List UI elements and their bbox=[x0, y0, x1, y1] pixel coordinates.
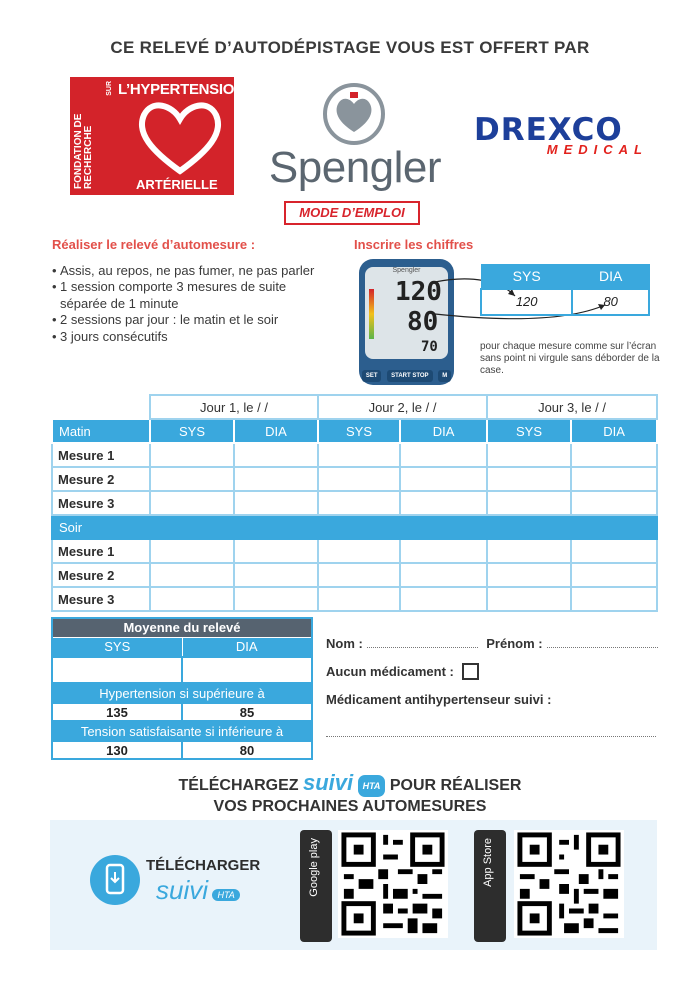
mode-emploi-badge: MODE D’EMPLOI bbox=[284, 201, 420, 225]
sys-header: SYS bbox=[487, 419, 571, 443]
table-row bbox=[52, 491, 657, 515]
entry-cell[interactable] bbox=[487, 587, 571, 611]
soir-label: Soir bbox=[52, 515, 657, 539]
dia-header: DIA bbox=[400, 419, 487, 443]
entry-cell[interactable] bbox=[318, 491, 400, 515]
table-row bbox=[52, 443, 657, 467]
entry-cell[interactable] bbox=[400, 539, 487, 563]
entry-cell[interactable] bbox=[400, 491, 487, 515]
suivi-logo: suivi bbox=[302, 770, 354, 795]
example-sys-value: 120 bbox=[481, 289, 572, 315]
medicament-label: Médicament antihypertenseur suivi : bbox=[326, 692, 552, 707]
example-sys-header: SYS bbox=[481, 265, 572, 289]
entry-cell[interactable] bbox=[487, 539, 571, 563]
hta-badge: HTA bbox=[358, 775, 386, 797]
entry-cell[interactable] bbox=[318, 443, 400, 467]
download-line1a: TÉLÉCHARGEZ bbox=[178, 777, 299, 794]
app-store-qr-icon bbox=[514, 830, 624, 938]
telecharger-label: TÉLÉCHARGER bbox=[146, 857, 261, 874]
medicament-field[interactable] bbox=[326, 725, 656, 737]
monitor-buttons bbox=[359, 370, 454, 382]
entry-cell[interactable] bbox=[571, 443, 657, 467]
spengler-heart-icon bbox=[322, 82, 386, 146]
suivi-logo: suivi bbox=[156, 875, 209, 905]
ok-sys: 130 bbox=[52, 741, 182, 759]
entry-cell[interactable] bbox=[571, 467, 657, 491]
prenom-label: Prénom : bbox=[486, 636, 543, 651]
entry-cell[interactable] bbox=[571, 587, 657, 611]
frhta-logo-top: L’HYPERTENSION bbox=[118, 81, 245, 98]
nom-field[interactable] bbox=[367, 636, 478, 648]
phone-download-icon bbox=[90, 855, 140, 905]
download-banner bbox=[0, 770, 700, 817]
entry-cell[interactable] bbox=[234, 467, 318, 491]
example-note: pour chaque mesure comme sur l’écran sans point ni virgule sans déborder de la case. bbox=[480, 341, 660, 376]
list-item: • 2 sessions par jour : le matin et le soir bbox=[52, 312, 322, 328]
entry-cell[interactable] bbox=[400, 587, 487, 611]
instructions-list bbox=[52, 263, 322, 345]
moyenne-sys-input[interactable] bbox=[52, 657, 182, 683]
table-row bbox=[52, 587, 657, 611]
entry-cell[interactable] bbox=[234, 563, 318, 587]
memory-button[interactable]: M bbox=[438, 370, 451, 382]
row-label: Mesure 3 bbox=[52, 587, 150, 611]
hyper-sys: 135 bbox=[52, 703, 182, 721]
day2-header: Jour 2, le / / bbox=[318, 395, 487, 419]
row-label: Mesure 3 bbox=[52, 491, 150, 515]
patient-form bbox=[326, 636, 658, 737]
entry-cell[interactable] bbox=[234, 587, 318, 611]
entry-cell[interactable] bbox=[150, 467, 234, 491]
set-button[interactable]: SET bbox=[362, 370, 382, 382]
entry-cell[interactable] bbox=[487, 491, 571, 515]
app-store-label: App Store bbox=[482, 838, 494, 887]
entry-cell[interactable] bbox=[487, 467, 571, 491]
google-play-badge[interactable] bbox=[300, 830, 332, 942]
spengler-logo: Spengler bbox=[268, 143, 442, 192]
suivi-app-logo bbox=[156, 875, 240, 906]
monitor-pulse: 70 bbox=[421, 339, 438, 355]
heart-icon bbox=[132, 101, 228, 175]
aucun-checkbox[interactable] bbox=[462, 663, 479, 680]
drexco-logo bbox=[474, 112, 658, 157]
moyenne-table bbox=[51, 617, 313, 760]
moyenne-dia-header: DIA bbox=[182, 637, 312, 657]
hta-badge: HTA bbox=[212, 889, 239, 901]
entry-cell[interactable] bbox=[234, 491, 318, 515]
dia-header: DIA bbox=[234, 419, 318, 443]
matin-label: Matin bbox=[52, 419, 150, 443]
entry-cell[interactable] bbox=[150, 491, 234, 515]
entry-cell[interactable] bbox=[318, 587, 400, 611]
app-store-badge[interactable] bbox=[474, 830, 506, 942]
entry-cell[interactable] bbox=[234, 443, 318, 467]
measurement-table bbox=[51, 394, 656, 612]
hyper-label: Hypertension si supérieure à bbox=[52, 683, 312, 703]
nom-label: Nom : bbox=[326, 636, 363, 651]
entry-cell[interactable] bbox=[150, 563, 234, 587]
entry-cell[interactable] bbox=[571, 539, 657, 563]
frhta-logo-vertical: FONDATION DE RECHERCHE bbox=[73, 113, 94, 189]
entry-cell[interactable] bbox=[487, 563, 571, 587]
entry-cell[interactable] bbox=[318, 467, 400, 491]
day3-header: Jour 3, le / / bbox=[487, 395, 657, 419]
list-item: • Assis, au repos, ne pas fumer, ne pas parler bbox=[52, 263, 322, 279]
frhta-logo-bottom: ARTÉRIELLE bbox=[136, 177, 218, 192]
list-item: • 3 jours consécutifs bbox=[52, 329, 322, 345]
monitor-dia: 80 bbox=[407, 307, 439, 337]
entry-cell[interactable] bbox=[318, 563, 400, 587]
frhta-logo bbox=[70, 77, 245, 195]
row-label: Mesure 2 bbox=[52, 467, 150, 491]
drexco-logo-name: DREXCO bbox=[474, 112, 623, 148]
entry-cell[interactable] bbox=[571, 491, 657, 515]
example-dia-header: DIA bbox=[572, 265, 649, 289]
entry-cell[interactable] bbox=[150, 539, 234, 563]
monitor-sys: 120 bbox=[395, 277, 442, 307]
drexco-logo-sub: MEDICAL bbox=[546, 142, 648, 157]
sys-header: SYS bbox=[150, 419, 234, 443]
sys-header: SYS bbox=[318, 419, 400, 443]
entry-cell[interactable] bbox=[400, 443, 487, 467]
row-label: Mesure 1 bbox=[52, 443, 150, 467]
instructions-heading: Réaliser le relevé d’automesure : bbox=[52, 237, 256, 252]
day1-header: Jour 1, le / / bbox=[150, 395, 318, 419]
page-title: CE RELEVÉ D’AUTODÉPISTAGE VOUS EST OFFERT PAR bbox=[110, 38, 590, 57]
entry-cell[interactable] bbox=[400, 467, 487, 491]
dia-header: DIA bbox=[571, 419, 657, 443]
row-label: Mesure 2 bbox=[52, 563, 150, 587]
entry-cell[interactable] bbox=[400, 563, 487, 587]
inscrire-heading: Inscrire les chiffres bbox=[354, 237, 474, 252]
entry-cell[interactable] bbox=[150, 443, 234, 467]
google-play-label: Google play bbox=[308, 838, 320, 897]
entry-cell[interactable] bbox=[318, 539, 400, 563]
start-stop-button[interactable]: START STOP bbox=[387, 370, 432, 382]
download-line1b: POUR RÉALISER bbox=[389, 777, 522, 794]
frhta-logo-sur: SUR bbox=[106, 81, 113, 96]
download-panel bbox=[50, 820, 657, 950]
ok-label: Tension satisfaisante si inférieure à bbox=[52, 721, 312, 741]
monitor-brand: Spengler bbox=[392, 267, 421, 274]
entry-cell[interactable] bbox=[571, 563, 657, 587]
moyenne-title: Moyenne du relevé bbox=[52, 618, 312, 637]
entry-cell[interactable] bbox=[234, 539, 318, 563]
download-line2: VOS PROCHAINES AUTOMESURES bbox=[213, 797, 487, 815]
example-dia-value: 80 bbox=[572, 289, 649, 315]
hyper-dia: 85 bbox=[182, 703, 312, 721]
entry-cell[interactable] bbox=[487, 443, 571, 467]
prenom-field[interactable] bbox=[547, 636, 658, 648]
ok-dia: 80 bbox=[182, 741, 312, 759]
example-table bbox=[480, 264, 650, 316]
level-bar-icon bbox=[369, 289, 374, 339]
list-item: • 1 session comporte 3 mesures de suite séparée de 1 minute bbox=[52, 279, 322, 312]
google-play-qr-icon bbox=[338, 830, 448, 938]
aucun-label: Aucun médicament : bbox=[326, 664, 454, 679]
table-row bbox=[52, 467, 657, 491]
moyenne-dia-input[interactable] bbox=[182, 657, 312, 683]
moyenne-sys-header: SYS bbox=[52, 637, 182, 657]
table-row bbox=[52, 563, 657, 587]
entry-cell[interactable] bbox=[150, 587, 234, 611]
table-row bbox=[52, 539, 657, 563]
row-label: Mesure 1 bbox=[52, 539, 150, 563]
